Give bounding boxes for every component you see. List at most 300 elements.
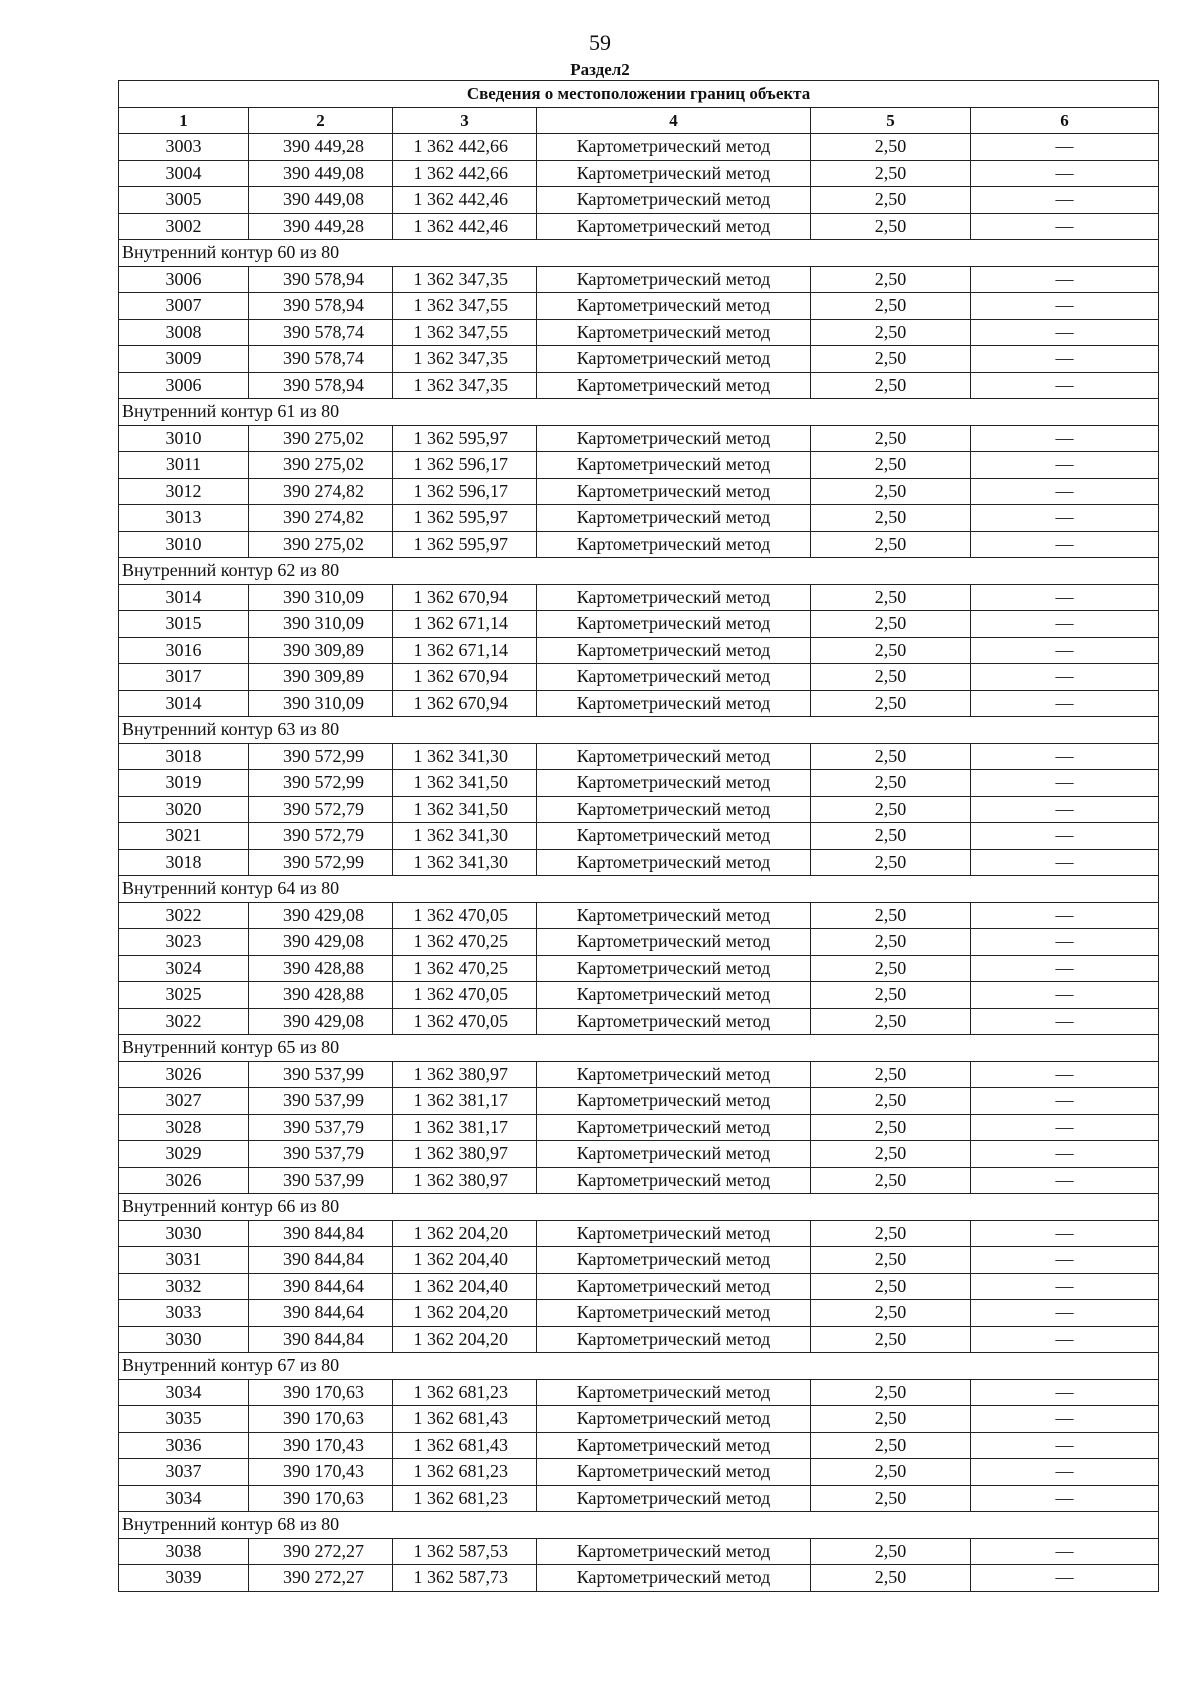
column-header: 4 bbox=[537, 107, 811, 134]
contour-row bbox=[119, 1194, 1159, 1221]
x-coordinate-cell: 390 274,82 bbox=[249, 478, 393, 505]
y-coordinate-cell: 1 362 681,43 bbox=[393, 1406, 537, 1433]
table-header-row bbox=[119, 107, 1159, 134]
description-cell: — bbox=[971, 134, 1159, 161]
x-coordinate-cell: 390 844,64 bbox=[249, 1273, 393, 1300]
x-coordinate-cell: 390 272,27 bbox=[249, 1565, 393, 1592]
accuracy-cell: 2,50 bbox=[811, 1220, 971, 1247]
method-cell: Картометрический метод bbox=[537, 1167, 811, 1194]
description-cell: — bbox=[971, 664, 1159, 691]
description-cell: — bbox=[971, 1565, 1159, 1592]
description-cell: — bbox=[971, 452, 1159, 479]
x-coordinate-cell: 390 578,74 bbox=[249, 319, 393, 346]
method-cell: Картометрический метод bbox=[537, 1406, 811, 1433]
method-cell: Картометрический метод bbox=[537, 1565, 811, 1592]
x-coordinate-cell: 390 310,09 bbox=[249, 611, 393, 638]
table-row bbox=[119, 1088, 1159, 1115]
point-number-cell: 3032 bbox=[119, 1273, 249, 1300]
x-coordinate-cell: 390 275,02 bbox=[249, 452, 393, 479]
y-coordinate-cell: 1 362 681,23 bbox=[393, 1485, 537, 1512]
accuracy-cell: 2,50 bbox=[811, 902, 971, 929]
method-cell: Картометрический метод bbox=[537, 160, 811, 187]
y-coordinate-cell: 1 362 204,20 bbox=[393, 1326, 537, 1353]
point-number-cell: 3013 bbox=[119, 505, 249, 532]
method-cell: Картометрический метод bbox=[537, 266, 811, 293]
contour-row bbox=[119, 240, 1159, 267]
table-row bbox=[119, 452, 1159, 479]
contour-label: Внутренний контур 63 из 80 bbox=[119, 717, 1159, 744]
point-number-cell: 3039 bbox=[119, 1565, 249, 1592]
accuracy-cell: 2,50 bbox=[811, 1326, 971, 1353]
contour-row bbox=[119, 717, 1159, 744]
accuracy-cell: 2,50 bbox=[811, 1379, 971, 1406]
x-coordinate-cell: 390 572,79 bbox=[249, 796, 393, 823]
contour-label: Внутренний контур 61 из 80 bbox=[119, 399, 1159, 426]
method-cell: Картометрический метод bbox=[537, 187, 811, 214]
table-body bbox=[119, 134, 1159, 1592]
method-cell: Картометрический метод bbox=[537, 1379, 811, 1406]
point-number-cell: 3026 bbox=[119, 1061, 249, 1088]
accuracy-cell: 2,50 bbox=[811, 1114, 971, 1141]
accuracy-cell: 2,50 bbox=[811, 531, 971, 558]
table-row bbox=[119, 425, 1159, 452]
method-cell: Картометрический метод bbox=[537, 505, 811, 532]
y-coordinate-cell: 1 362 442,66 bbox=[393, 134, 537, 161]
y-coordinate-cell: 1 362 204,40 bbox=[393, 1273, 537, 1300]
description-cell: — bbox=[971, 690, 1159, 717]
contour-label: Внутренний контур 68 из 80 bbox=[119, 1512, 1159, 1539]
x-coordinate-cell: 390 274,82 bbox=[249, 505, 393, 532]
description-cell: — bbox=[971, 372, 1159, 399]
y-coordinate-cell: 1 362 681,23 bbox=[393, 1379, 537, 1406]
contour-row bbox=[119, 876, 1159, 903]
table-row bbox=[119, 1432, 1159, 1459]
column-header: 2 bbox=[249, 107, 393, 134]
description-cell: — bbox=[971, 1273, 1159, 1300]
description-cell: — bbox=[971, 982, 1159, 1009]
method-cell: Картометрический метод bbox=[537, 213, 811, 240]
contour-label: Внутренний контур 64 из 80 bbox=[119, 876, 1159, 903]
y-coordinate-cell: 1 362 442,46 bbox=[393, 213, 537, 240]
contour-label: Внутренний контур 65 из 80 bbox=[119, 1035, 1159, 1062]
accuracy-cell: 2,50 bbox=[811, 160, 971, 187]
method-cell: Картометрический метод bbox=[537, 796, 811, 823]
accuracy-cell: 2,50 bbox=[811, 823, 971, 850]
table-row bbox=[119, 584, 1159, 611]
point-number-cell: 3037 bbox=[119, 1459, 249, 1486]
point-number-cell: 3012 bbox=[119, 478, 249, 505]
point-number-cell: 3030 bbox=[119, 1326, 249, 1353]
point-number-cell: 3021 bbox=[119, 823, 249, 850]
table-row bbox=[119, 770, 1159, 797]
accuracy-cell: 2,50 bbox=[811, 187, 971, 214]
point-number-cell: 3018 bbox=[119, 743, 249, 770]
y-coordinate-cell: 1 362 204,20 bbox=[393, 1220, 537, 1247]
accuracy-cell: 2,50 bbox=[811, 372, 971, 399]
table-row bbox=[119, 955, 1159, 982]
x-coordinate-cell: 390 309,89 bbox=[249, 664, 393, 691]
point-number-cell: 3005 bbox=[119, 187, 249, 214]
method-cell: Картометрический метод bbox=[537, 664, 811, 691]
column-header: 5 bbox=[811, 107, 971, 134]
method-cell: Картометрический метод bbox=[537, 372, 811, 399]
point-number-cell: 3036 bbox=[119, 1432, 249, 1459]
method-cell: Картометрический метод bbox=[537, 1247, 811, 1274]
accuracy-cell: 2,50 bbox=[811, 425, 971, 452]
point-number-cell: 3019 bbox=[119, 770, 249, 797]
description-cell: — bbox=[971, 1485, 1159, 1512]
point-number-cell: 3006 bbox=[119, 372, 249, 399]
x-coordinate-cell: 390 310,09 bbox=[249, 584, 393, 611]
y-coordinate-cell: 1 362 670,94 bbox=[393, 690, 537, 717]
point-number-cell: 3008 bbox=[119, 319, 249, 346]
method-cell: Картометрический метод bbox=[537, 637, 811, 664]
table-row bbox=[119, 1114, 1159, 1141]
y-coordinate-cell: 1 362 442,46 bbox=[393, 187, 537, 214]
table-row bbox=[119, 1326, 1159, 1353]
table-row bbox=[119, 902, 1159, 929]
method-cell: Картометрический метод bbox=[537, 425, 811, 452]
x-coordinate-cell: 390 170,63 bbox=[249, 1379, 393, 1406]
method-cell: Картометрический метод bbox=[537, 531, 811, 558]
method-cell: Картометрический метод bbox=[537, 1459, 811, 1486]
y-coordinate-cell: 1 362 347,35 bbox=[393, 266, 537, 293]
table-row bbox=[119, 1300, 1159, 1327]
table-row bbox=[119, 849, 1159, 876]
x-coordinate-cell: 390 537,79 bbox=[249, 1141, 393, 1168]
point-number-cell: 3023 bbox=[119, 929, 249, 956]
x-coordinate-cell: 390 844,84 bbox=[249, 1326, 393, 1353]
method-cell: Картометрический метод bbox=[537, 690, 811, 717]
table-row bbox=[119, 1008, 1159, 1035]
x-coordinate-cell: 390 428,88 bbox=[249, 955, 393, 982]
y-coordinate-cell: 1 362 442,66 bbox=[393, 160, 537, 187]
accuracy-cell: 2,50 bbox=[811, 293, 971, 320]
accuracy-cell: 2,50 bbox=[811, 1406, 971, 1433]
table-row bbox=[119, 1061, 1159, 1088]
point-number-cell: 3030 bbox=[119, 1220, 249, 1247]
method-cell: Картометрический метод bbox=[537, 955, 811, 982]
description-cell: — bbox=[971, 1379, 1159, 1406]
x-coordinate-cell: 390 537,99 bbox=[249, 1061, 393, 1088]
y-coordinate-cell: 1 362 596,17 bbox=[393, 452, 537, 479]
point-number-cell: 3017 bbox=[119, 664, 249, 691]
accuracy-cell: 2,50 bbox=[811, 1300, 971, 1327]
table-row bbox=[119, 372, 1159, 399]
accuracy-cell: 2,50 bbox=[811, 1273, 971, 1300]
accuracy-cell: 2,50 bbox=[811, 690, 971, 717]
description-cell: — bbox=[971, 1114, 1159, 1141]
point-number-cell: 3018 bbox=[119, 849, 249, 876]
y-coordinate-cell: 1 362 670,94 bbox=[393, 664, 537, 691]
description-cell: — bbox=[971, 823, 1159, 850]
accuracy-cell: 2,50 bbox=[811, 955, 971, 982]
y-coordinate-cell: 1 362 470,25 bbox=[393, 955, 537, 982]
description-cell: — bbox=[971, 796, 1159, 823]
description-cell: — bbox=[971, 584, 1159, 611]
y-coordinate-cell: 1 362 470,05 bbox=[393, 982, 537, 1009]
y-coordinate-cell: 1 362 341,50 bbox=[393, 796, 537, 823]
x-coordinate-cell: 390 275,02 bbox=[249, 425, 393, 452]
description-cell: — bbox=[971, 213, 1159, 240]
point-number-cell: 3010 bbox=[119, 425, 249, 452]
accuracy-cell: 2,50 bbox=[811, 478, 971, 505]
table-row bbox=[119, 929, 1159, 956]
point-number-cell: 3029 bbox=[119, 1141, 249, 1168]
point-number-cell: 3024 bbox=[119, 955, 249, 982]
x-coordinate-cell: 390 170,43 bbox=[249, 1459, 393, 1486]
contour-label: Внутренний контур 67 из 80 bbox=[119, 1353, 1159, 1380]
x-coordinate-cell: 390 844,84 bbox=[249, 1220, 393, 1247]
method-cell: Картометрический метод bbox=[537, 452, 811, 479]
point-number-cell: 3003 bbox=[119, 134, 249, 161]
method-cell: Картометрический метод bbox=[537, 1538, 811, 1565]
description-cell: — bbox=[971, 743, 1159, 770]
accuracy-cell: 2,50 bbox=[811, 1565, 971, 1592]
contour-row bbox=[119, 558, 1159, 585]
accuracy-cell: 2,50 bbox=[811, 213, 971, 240]
point-number-cell: 3027 bbox=[119, 1088, 249, 1115]
contour-row bbox=[119, 1035, 1159, 1062]
table-row bbox=[119, 346, 1159, 373]
x-coordinate-cell: 390 449,28 bbox=[249, 213, 393, 240]
accuracy-cell: 2,50 bbox=[811, 319, 971, 346]
y-coordinate-cell: 1 362 470,05 bbox=[393, 902, 537, 929]
x-coordinate-cell: 390 449,08 bbox=[249, 187, 393, 214]
contour-label: Внутренний контур 62 из 80 bbox=[119, 558, 1159, 585]
description-cell: — bbox=[971, 478, 1159, 505]
table-row bbox=[119, 531, 1159, 558]
method-cell: Картометрический метод bbox=[537, 319, 811, 346]
accuracy-cell: 2,50 bbox=[811, 1538, 971, 1565]
method-cell: Картометрический метод bbox=[537, 982, 811, 1009]
table-row bbox=[119, 160, 1159, 187]
description-cell: — bbox=[971, 1459, 1159, 1486]
column-header: 6 bbox=[971, 107, 1159, 134]
table-row bbox=[119, 690, 1159, 717]
description-cell: — bbox=[971, 637, 1159, 664]
y-coordinate-cell: 1 362 341,30 bbox=[393, 823, 537, 850]
y-coordinate-cell: 1 362 671,14 bbox=[393, 637, 537, 664]
x-coordinate-cell: 390 428,88 bbox=[249, 982, 393, 1009]
method-cell: Картометрический метод bbox=[537, 1008, 811, 1035]
point-number-cell: 3004 bbox=[119, 160, 249, 187]
description-cell: — bbox=[971, 1247, 1159, 1274]
description-cell: — bbox=[971, 319, 1159, 346]
table-row bbox=[119, 637, 1159, 664]
table-row bbox=[119, 743, 1159, 770]
accuracy-cell: 2,50 bbox=[811, 134, 971, 161]
table-row bbox=[119, 664, 1159, 691]
table-row bbox=[119, 1167, 1159, 1194]
y-coordinate-cell: 1 362 347,35 bbox=[393, 346, 537, 373]
x-coordinate-cell: 390 449,08 bbox=[249, 160, 393, 187]
y-coordinate-cell: 1 362 347,55 bbox=[393, 293, 537, 320]
accuracy-cell: 2,50 bbox=[811, 849, 971, 876]
x-coordinate-cell: 390 309,89 bbox=[249, 637, 393, 664]
description-cell: — bbox=[971, 293, 1159, 320]
table-row bbox=[119, 1485, 1159, 1512]
x-coordinate-cell: 390 578,74 bbox=[249, 346, 393, 373]
table-title: Сведения о местоположении границ объекта bbox=[119, 81, 1159, 108]
x-coordinate-cell: 390 272,27 bbox=[249, 1538, 393, 1565]
y-coordinate-cell: 1 362 595,97 bbox=[393, 425, 537, 452]
y-coordinate-cell: 1 362 681,23 bbox=[393, 1459, 537, 1486]
accuracy-cell: 2,50 bbox=[811, 664, 971, 691]
y-coordinate-cell: 1 362 587,53 bbox=[393, 1538, 537, 1565]
y-coordinate-cell: 1 362 204,20 bbox=[393, 1300, 537, 1327]
column-header: 3 bbox=[393, 107, 537, 134]
description-cell: — bbox=[971, 955, 1159, 982]
description-cell: — bbox=[971, 266, 1159, 293]
y-coordinate-cell: 1 362 380,97 bbox=[393, 1167, 537, 1194]
x-coordinate-cell: 390 572,99 bbox=[249, 743, 393, 770]
point-number-cell: 3022 bbox=[119, 1008, 249, 1035]
table-row bbox=[119, 1459, 1159, 1486]
section-title: Раздел2 bbox=[570, 60, 630, 79]
table-row bbox=[119, 1406, 1159, 1433]
table-row bbox=[119, 1273, 1159, 1300]
description-cell: — bbox=[971, 849, 1159, 876]
method-cell: Картометрический метод bbox=[537, 293, 811, 320]
contour-row bbox=[119, 399, 1159, 426]
x-coordinate-cell: 390 449,28 bbox=[249, 134, 393, 161]
description-cell: — bbox=[971, 902, 1159, 929]
method-cell: Картометрический метод bbox=[537, 1141, 811, 1168]
description-cell: — bbox=[971, 1432, 1159, 1459]
method-cell: Картометрический метод bbox=[537, 823, 811, 850]
accuracy-cell: 2,50 bbox=[811, 584, 971, 611]
y-coordinate-cell: 1 362 380,97 bbox=[393, 1061, 537, 1088]
table-row bbox=[119, 187, 1159, 214]
table-row bbox=[119, 823, 1159, 850]
table-row bbox=[119, 1379, 1159, 1406]
description-cell: — bbox=[971, 1326, 1159, 1353]
description-cell: — bbox=[971, 770, 1159, 797]
x-coordinate-cell: 390 310,09 bbox=[249, 690, 393, 717]
accuracy-cell: 2,50 bbox=[811, 770, 971, 797]
point-number-cell: 3028 bbox=[119, 1114, 249, 1141]
description-cell: — bbox=[971, 1141, 1159, 1168]
x-coordinate-cell: 390 578,94 bbox=[249, 266, 393, 293]
point-number-cell: 3026 bbox=[119, 1167, 249, 1194]
method-cell: Картометрический метод bbox=[537, 1220, 811, 1247]
accuracy-cell: 2,50 bbox=[811, 1008, 971, 1035]
x-coordinate-cell: 390 429,08 bbox=[249, 929, 393, 956]
x-coordinate-cell: 390 429,08 bbox=[249, 902, 393, 929]
method-cell: Картометрический метод bbox=[537, 478, 811, 505]
point-number-cell: 3002 bbox=[119, 213, 249, 240]
description-cell: — bbox=[971, 1220, 1159, 1247]
y-coordinate-cell: 1 362 595,97 bbox=[393, 505, 537, 532]
x-coordinate-cell: 390 844,84 bbox=[249, 1247, 393, 1274]
point-number-cell: 3011 bbox=[119, 452, 249, 479]
x-coordinate-cell: 390 170,63 bbox=[249, 1406, 393, 1433]
point-number-cell: 3034 bbox=[119, 1379, 249, 1406]
accuracy-cell: 2,50 bbox=[811, 1485, 971, 1512]
point-number-cell: 3010 bbox=[119, 531, 249, 558]
point-number-cell: 3038 bbox=[119, 1538, 249, 1565]
method-cell: Картометрический метод bbox=[537, 584, 811, 611]
point-number-cell: 3025 bbox=[119, 982, 249, 1009]
y-coordinate-cell: 1 362 470,25 bbox=[393, 929, 537, 956]
accuracy-cell: 2,50 bbox=[811, 1061, 971, 1088]
accuracy-cell: 2,50 bbox=[811, 452, 971, 479]
method-cell: Картометрический метод bbox=[537, 929, 811, 956]
description-cell: — bbox=[971, 160, 1159, 187]
x-coordinate-cell: 390 429,08 bbox=[249, 1008, 393, 1035]
y-coordinate-cell: 1 362 347,35 bbox=[393, 372, 537, 399]
x-coordinate-cell: 390 275,02 bbox=[249, 531, 393, 558]
contour-row bbox=[119, 1353, 1159, 1380]
method-cell: Картометрический метод bbox=[537, 849, 811, 876]
accuracy-cell: 2,50 bbox=[811, 611, 971, 638]
table-row bbox=[119, 319, 1159, 346]
table-row bbox=[119, 796, 1159, 823]
table-row bbox=[119, 478, 1159, 505]
method-cell: Картометрический метод bbox=[537, 770, 811, 797]
y-coordinate-cell: 1 362 681,43 bbox=[393, 1432, 537, 1459]
y-coordinate-cell: 1 362 596,17 bbox=[393, 478, 537, 505]
description-cell: — bbox=[971, 1088, 1159, 1115]
method-cell: Картометрический метод bbox=[537, 134, 811, 161]
x-coordinate-cell: 390 537,99 bbox=[249, 1088, 393, 1115]
y-coordinate-cell: 1 362 341,30 bbox=[393, 849, 537, 876]
contour-label: Внутренний контур 60 из 80 bbox=[119, 240, 1159, 267]
method-cell: Картометрический метод bbox=[537, 902, 811, 929]
point-number-cell: 3035 bbox=[119, 1406, 249, 1433]
point-number-cell: 3020 bbox=[119, 796, 249, 823]
method-cell: Картометрический метод bbox=[537, 346, 811, 373]
table-row bbox=[119, 611, 1159, 638]
x-coordinate-cell: 390 537,79 bbox=[249, 1114, 393, 1141]
x-coordinate-cell: 390 844,64 bbox=[249, 1300, 393, 1327]
boundary-coordinates-table bbox=[118, 80, 1159, 1592]
table-row bbox=[119, 1141, 1159, 1168]
y-coordinate-cell: 1 362 347,55 bbox=[393, 319, 537, 346]
description-cell: — bbox=[971, 346, 1159, 373]
accuracy-cell: 2,50 bbox=[811, 637, 971, 664]
point-number-cell: 3014 bbox=[119, 690, 249, 717]
description-cell: — bbox=[971, 505, 1159, 532]
description-cell: — bbox=[971, 1061, 1159, 1088]
table-row bbox=[119, 1247, 1159, 1274]
x-coordinate-cell: 390 170,43 bbox=[249, 1432, 393, 1459]
accuracy-cell: 2,50 bbox=[811, 796, 971, 823]
method-cell: Картометрический метод bbox=[537, 1326, 811, 1353]
page-number: 59 bbox=[589, 30, 611, 55]
table-row bbox=[119, 1220, 1159, 1247]
accuracy-cell: 2,50 bbox=[811, 929, 971, 956]
y-coordinate-cell: 1 362 470,05 bbox=[393, 1008, 537, 1035]
point-number-cell: 3034 bbox=[119, 1485, 249, 1512]
point-number-cell: 3033 bbox=[119, 1300, 249, 1327]
accuracy-cell: 2,50 bbox=[811, 743, 971, 770]
x-coordinate-cell: 390 170,63 bbox=[249, 1485, 393, 1512]
description-cell: — bbox=[971, 929, 1159, 956]
y-coordinate-cell: 1 362 341,30 bbox=[393, 743, 537, 770]
accuracy-cell: 2,50 bbox=[811, 1088, 971, 1115]
method-cell: Картометрический метод bbox=[537, 1485, 811, 1512]
accuracy-cell: 2,50 bbox=[811, 505, 971, 532]
description-cell: — bbox=[971, 1300, 1159, 1327]
point-number-cell: 3015 bbox=[119, 611, 249, 638]
point-number-cell: 3014 bbox=[119, 584, 249, 611]
table-row bbox=[119, 213, 1159, 240]
y-coordinate-cell: 1 362 341,50 bbox=[393, 770, 537, 797]
x-coordinate-cell: 390 572,79 bbox=[249, 823, 393, 850]
contour-row bbox=[119, 1512, 1159, 1539]
